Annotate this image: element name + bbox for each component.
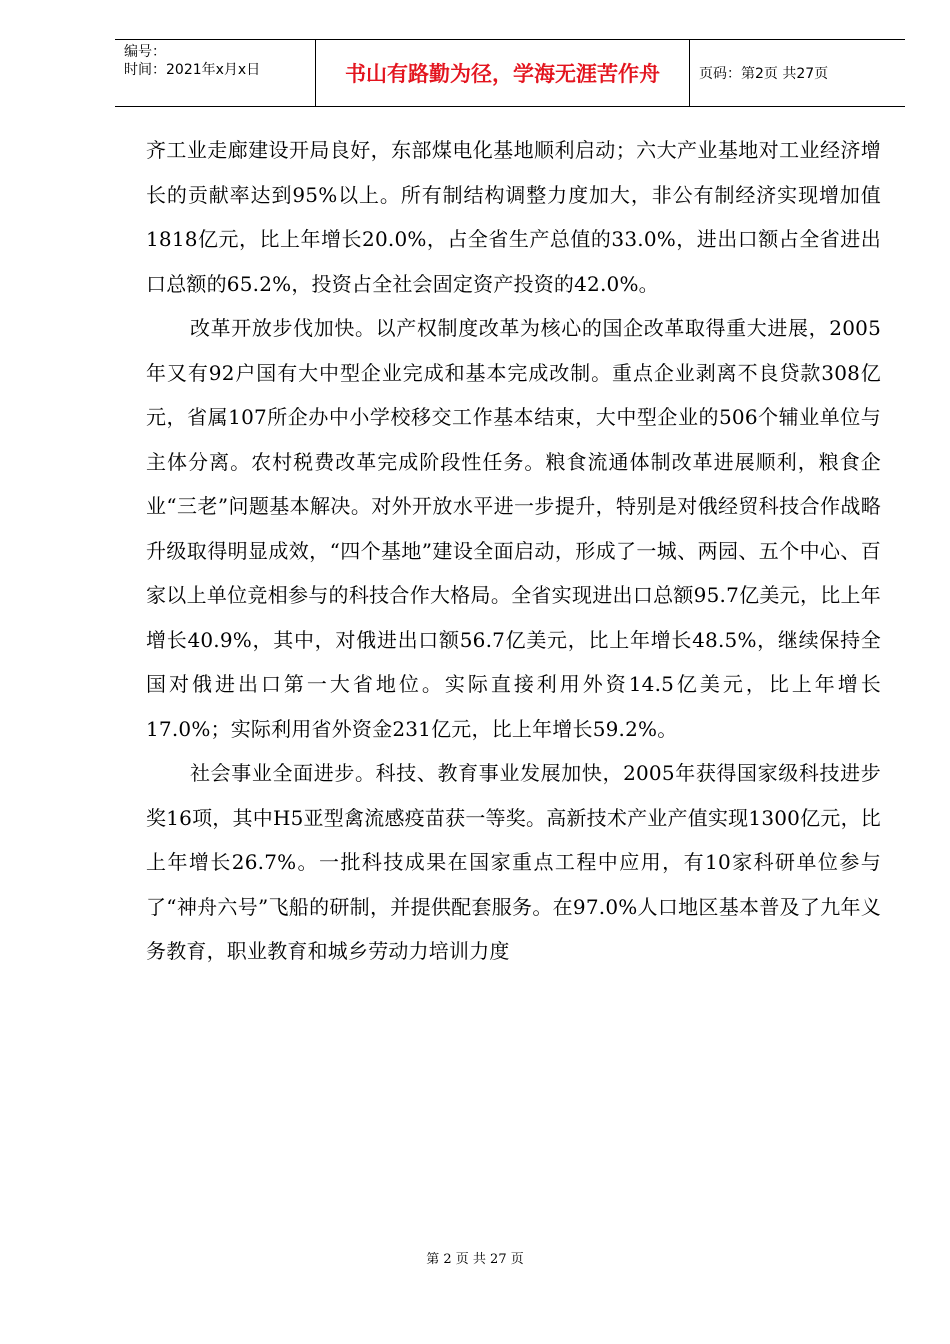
- document-body: [146, 128, 881, 974]
- paragraph-3: 社会事业全面进步。科技、教育事业发展加快，2005年获得国家级科技进步奖16项，其中H5亚型禽流感疫苗获一等奖。高新技术产业产值实现1300亿元，比上年增长26.7%。一批科技成果在国家重点工程中应用，有10家科研单位参与了“神舟六号”飞船的研制，并提供配套服务。在97.0%人口地区基本普及了九年义务教育，职业教育和城乡劳动力培训力度: [146, 761, 881, 963]
- paragraph-1: 齐工业走廊建设开局良好，东部煤电化基地顺利启动；六大产业基地对工业经济增长的贡献率达到95%以上。所有制结构调整力度加大，非公有制经济实现增加值1818亿元，比上年增长20.0%，占全省生产总值的33.0%，进出口额占全省进出口总额的65.2%，投资占全社会固定资产投资的42.0%。: [146, 138, 881, 296]
- time-label: 时间：2021年x月x日: [124, 62, 261, 78]
- serial-label: 编号：: [124, 44, 166, 60]
- header-meta: [115, 40, 316, 106]
- header-page-info: 页码：第2页 共27页: [699, 66, 829, 82]
- page-footer: 第 2 页 共 27 页: [426, 1252, 524, 1267]
- header-motto: 书山有路勤为径，学海无涯苦作舟: [316, 40, 690, 106]
- paragraph-2: 改革开放步伐加快。以产权制度改革为核心的国企改革取得重大进展，2005年又有92户国有大中型企业完成和基本完成改制。重点企业剥离不良贷款308亿元，省属107所企办中小学校移交工作基本结束，大中型企业的506个辅业单位与主体分离。农村税费改革完成阶段性任务。粮食流通体制改革进展顺利，粮食企业“三老”问题基本解决。对外开放水平进一步提升，特别是对俄经贸科技合作战略升级取得明显成效，“四个基地”建设全面启动，形成了一城、两园、五个中心、百家以上单位竞相参与的科技合作大格局。全省实现进出口总额95.7亿美元，比上年增长40.9%，其中，对俄进出口额56.7亿美元，比上年增长48.5%，继续保持全国对俄进出口第一大省地位。实际直接利用外资14.5亿美元，比上年增长17.0%；实际利用省外资金231亿元，比上年增长59.2%。: [146, 316, 881, 741]
- page-header: [115, 39, 905, 107]
